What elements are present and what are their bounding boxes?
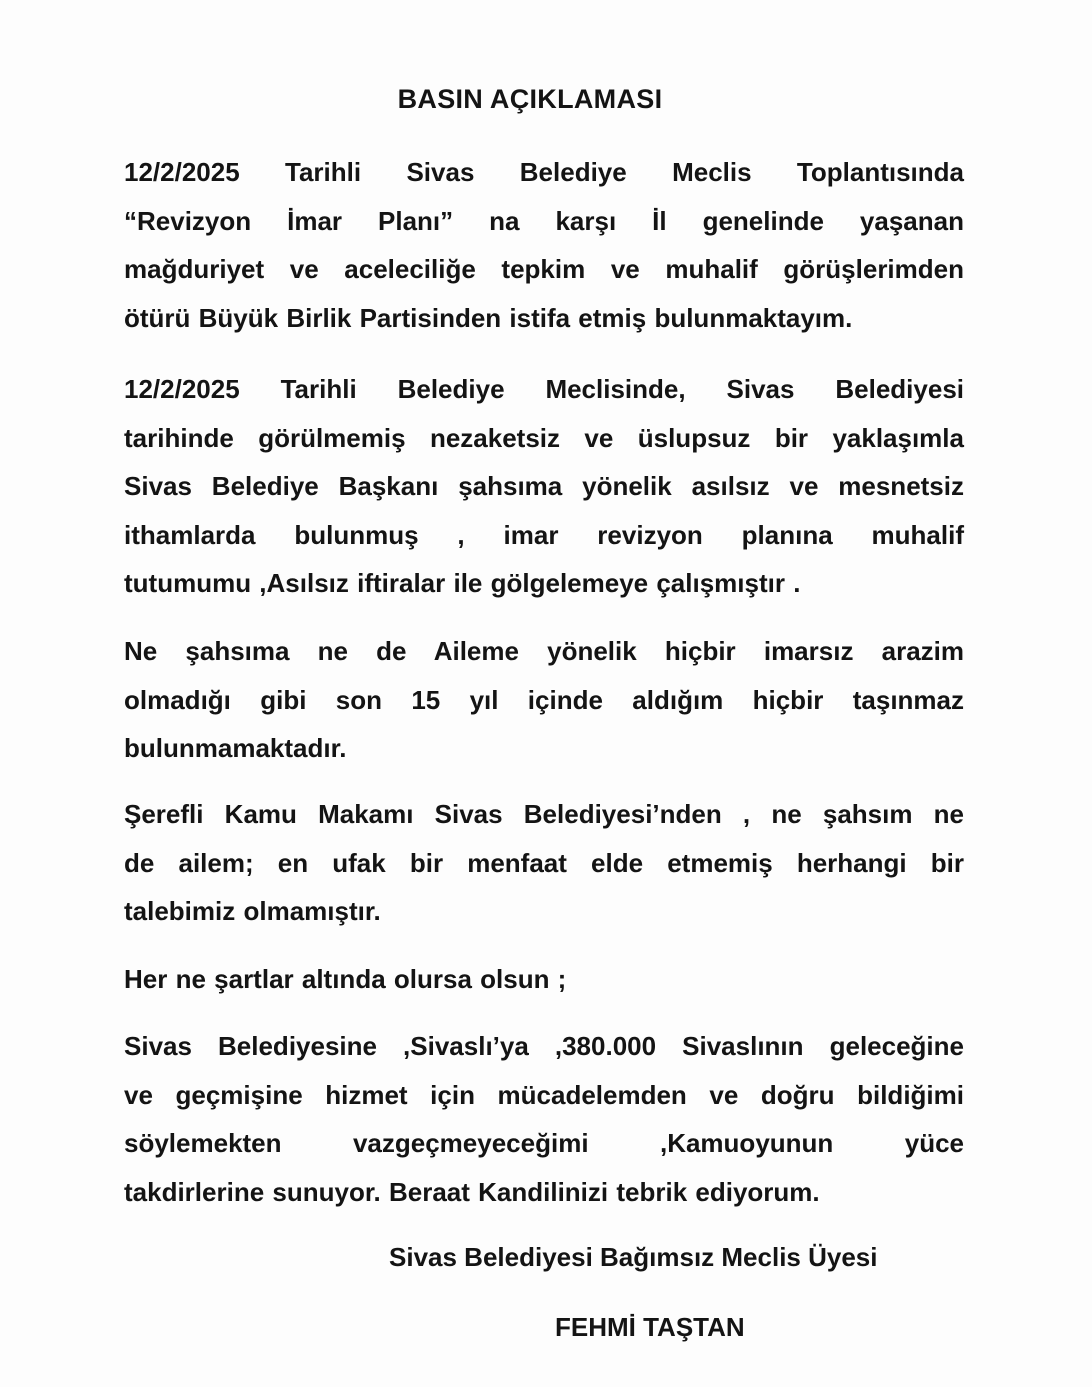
paragraph-line: “Revizyon İmar Planı” na karşı İl genelinde yaşanan	[124, 205, 964, 236]
paragraph-line: tutumumu ,Asılsız iftiralar ile gölgelemeye çalışmıştır .	[124, 568, 801, 598]
paragraph-accusations	[124, 365, 964, 608]
paragraph-line: ithamlarda bulunmuş , imar revizyon planına muhalif	[124, 519, 964, 550]
paragraph-line: ve geçmişine hizmet için mücadelemden ve doğru bildiğimi	[124, 1079, 964, 1110]
document-title: BASIN AÇIKLAMASI	[397, 84, 663, 114]
paragraph-line: Ne şahsıma ne de Aileme yönelik hiçbir imarsız arazim	[124, 636, 964, 666]
paragraph-line: Sivas Belediyesine ,Sivaslı’ya ,380.000 Sivaslının geleceğine	[124, 1031, 964, 1061]
paragraph-line: de ailem; en ufak bir menfaat elde etmemiş herhangi bir	[124, 847, 964, 878]
paragraph-line: talebimiz olmamıştır.	[124, 896, 381, 926]
paragraph-line: 12/2/2025 Tarihli Belediye Meclisinde, Sivas Belediyesi	[124, 374, 964, 404]
paragraph-line: ötürü Büyük Birlik Partisinden istifa etmiş bulunmaktayım.	[124, 302, 853, 333]
paragraph-line: Sivas Belediye Başkanı şahsıma yönelik asılsız ve mesnetsiz	[124, 471, 964, 501]
paragraph-line: bulunmamaktadır.	[124, 733, 347, 763]
paragraph-line: söylemekten vazgeçmeyeceğimi ,Kamuoyunun yüce	[124, 1128, 964, 1158]
paragraph-line: tarihinde görülmemiş nezaketsiz ve üslupsuz bir yaklaşımla	[124, 422, 964, 453]
paragraph-line: Her ne şartlar altında olursa olsun ;	[124, 964, 567, 994]
paragraph-conditions	[124, 955, 964, 1004]
paragraph-no-benefit	[124, 790, 964, 936]
paragraph-line: 12/2/2025 Tarihli Sivas Belediye Meclis Toplantısında	[124, 157, 964, 187]
paragraph-line: mağduriyet ve aceleciliğe tepkim ve muhalif görüşlerimden	[124, 254, 964, 284]
paragraph-resignation	[124, 148, 964, 342]
paragraph-line: Şerefli Kamu Makamı Sivas Belediyesi’nden , ne şahsım ne	[124, 799, 964, 829]
paragraph-property	[124, 627, 964, 773]
signature-role: Sivas Belediyesi Bağımsız Meclis Üyesi	[389, 1242, 878, 1272]
signature-name: FEHMİ TAŞTAN	[555, 1312, 745, 1342]
paragraph-line: takdirlerine sunuyor. Beraat Kandilinizi tebrik ediyorum.	[124, 1176, 820, 1207]
paragraph-line: olmadığı gibi son 15 yıl içinde aldığım hiçbir taşınmaz	[124, 684, 964, 715]
paragraph-commitment	[124, 1022, 964, 1216]
